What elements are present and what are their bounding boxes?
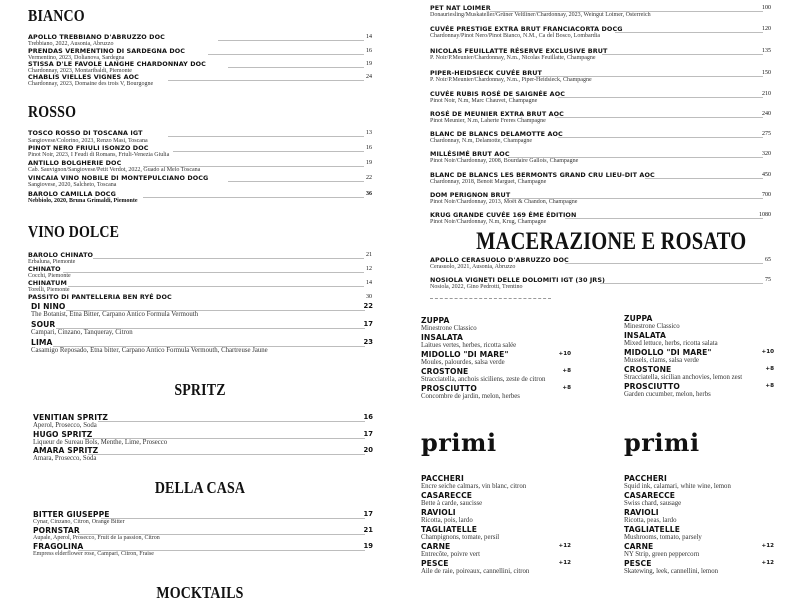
menu-item [624,491,774,508]
item-desc: Mixed lettuce, herbs, ricotta salata [624,340,718,347]
menu-item [28,144,372,160]
item-desc: Chardonnay, 2023, Montaribaldi, Piemonte [28,68,132,74]
item-name: FRAGOLINA [33,542,84,551]
item-price: 17 [363,320,373,328]
menu-item [430,110,771,130]
item-name: KRUG GRANDE CUVÉE 169 ÉME ÉDITION [430,211,577,219]
item-price: 19 [366,160,372,166]
item-name: APOLLO TREBBIANO D'ABRUZZO DOC [28,33,165,41]
item-name: PESCE [624,559,652,568]
item-price: 22 [363,302,373,310]
item-desc: Trebbiano, 2022, Ausonia, Abruzzo [28,41,114,47]
item-desc: Cab. Sauvignon/Sangiovese/Petit Verdot, 2022, Guado al Melo Toscana [28,167,201,173]
item-name: LIMA [31,338,53,347]
menu-item [28,60,372,74]
item-supplement: +10 [761,349,774,355]
menu-item [421,491,571,508]
item-desc: Vermentino, 2023, Dolianova, Sardegna [28,55,125,61]
item-name: APOLLO CERASUOLO D'ABRUZZO DOC [430,256,569,264]
item-desc: Ricotta, pois, lardo [421,517,473,524]
menu-item [33,510,373,526]
menu-item [28,190,372,206]
item-price: 14 [366,34,372,40]
item-price: 150 [762,70,771,76]
section-title-mocktails: MOCKTAILS [156,583,244,602]
item-name: BLANC DE BLANCS DELAMOTTE AOC [430,130,563,138]
item-supplement: +12 [761,560,774,566]
item-desc: Campari, Cinzano, Tanqueray, Citron [31,329,133,336]
item-desc: Pinot Noir/Chardonnay, N.m, Krug, Champagne [430,219,547,225]
item-name: CASARECCE [624,491,676,500]
item-price: 135 [762,48,771,54]
menu-item-clipped [430,297,771,300]
item-name: CASARECCE [421,491,473,500]
item-desc: Mushrooms, tomato, parsely [624,534,702,541]
menu-item [430,191,771,211]
item-price: 19 [363,542,373,550]
item-desc: Chardonnay, 2018, Benoit Marguet, Champagne [430,179,547,185]
menu-item [28,129,372,145]
menu-item [430,90,771,110]
item-price: 700 [762,192,771,198]
menu-item [421,350,571,367]
item-desc: Empress elderflower rose, Campari, Citron, Fraise [33,551,154,557]
item-name: BAROLO CAMILLA DOCG [28,190,116,198]
item-supplement: +12 [761,543,774,549]
item-name: DOM PERIGNON BRUT [430,191,511,199]
item-name: NICOLAS FEUILLATTE RÉSERVE EXCLUSIVE BRUT [430,47,608,55]
menu-item [421,559,571,576]
menu-item [28,174,372,190]
item-name: TOSCO ROSSO DI TOSCANA IGT [28,129,143,137]
item-name: PACCHERI [421,474,464,483]
item-name: PROSCIUTTO [421,384,477,393]
menu-item [624,314,774,331]
item-desc: Stracciatella, sicilian anchovies, lemon zest [624,374,743,381]
item-supplement: +8 [765,366,774,372]
item-desc: Ricotta, peas, lardo [624,517,677,524]
menu-item [624,525,774,542]
menu-item [28,265,372,279]
item-desc: Pinot Noir, N.m, Marc Chauvet, Champagne [430,98,538,104]
menu-item [28,279,372,293]
item-name: NOSIOLA VIGNETI DELLE DOLOMITI IGT (30 JRS) [430,276,606,284]
item-name: CUVÉE PRESTIGE EXTRA BRUT FRANCIACORTA DOCG [430,25,623,33]
item-name: AMARA SPRITZ [33,446,99,455]
item-price: 450 [762,172,771,178]
item-name: PRENDAS VERMENTINO DI SARDEGNA DOC [28,47,186,55]
item-name: DI NINO [31,302,66,311]
item-desc: Minestrone Classico [624,323,680,330]
item-name: CHINATUM [28,279,67,287]
section-title-spritz: SPRITZ [174,380,226,399]
menu-item [430,276,771,296]
item-price: 24 [366,74,372,80]
menu-item [421,542,571,559]
item-name: RAVIOLI [624,508,659,517]
menu-item [624,474,774,491]
item-supplement: +12 [558,543,571,549]
menu-item [430,47,771,67]
item-desc: Minestrone Classico [421,325,477,332]
item-supplement: +12 [558,560,571,566]
item-desc: Nebbiolo, 2020, Bruna Grimaldi, Piemonte [28,198,138,204]
item-price: 19 [366,61,372,67]
menu-item [421,525,571,542]
item-desc: Aperol, Prosecco, Soda [33,422,97,429]
item-name: CROSTONE [421,367,469,376]
item-supplement: +8 [562,385,571,391]
item-desc: Cynar, Cinzano, Citron, Orange Bitter [33,519,125,525]
item-name: BLANC DE BLANCS LES BERMONTS GRAND CRU LIEU-DIT AOC [430,171,655,179]
item-desc: Cerasuolo, 2021, Ausonia, Abruzzo [430,264,516,270]
item-price: 14 [366,280,372,286]
menu-item [421,384,571,401]
item-desc: Skatewing, leek, cannellini, lemon [624,568,718,575]
item-price: 36 [366,191,372,197]
item-desc: Mussels, clams, salsa verde [624,357,699,364]
item-price: 120 [762,26,771,32]
item-name: SOUR [31,320,56,329]
item-price: 21 [363,526,373,534]
item-desc: Encre seiche calmars, vin blanc, citron [421,483,527,490]
menu-item [28,73,372,87]
item-desc: Sangiovese/Colorino, 2023, Renzo Masi, Toscana [28,138,148,144]
item-name: PIPER-HEIDSIECK CUVÉE BRUT [430,69,543,77]
item-desc: Pinot Noir/Chardonnay, 2013, Moët & Chandon, Champagne [430,199,578,205]
item-name: BITTER GIUSEPPE [33,510,110,519]
menu-item [624,365,774,382]
item-desc: Nosiola, 2022, Gino Pedrotti, Trentino [430,284,523,290]
menu-item [430,171,771,191]
item-price: 21 [366,252,372,258]
item-price: 75 [765,277,771,283]
item-desc: Concombre de jardin, melon, herbes [421,393,520,400]
item-name: CARNE [421,542,451,551]
menu-item [421,333,571,350]
item-price: 100 [762,5,771,11]
item-desc: Pinot Noir, 2023, I Feudi di Romans, Friuli-Venezia Giulia [28,152,170,158]
menu-item [31,338,373,356]
item-desc: Torelli, Piemonte [28,287,70,293]
item-desc: Chardonnay, 2023, Domaine des trois V, Bourgogne [28,81,154,87]
item-desc: Laitues vertes, herbes, ricotta salée [421,342,517,349]
menu-item [33,413,373,430]
item-price: 210 [762,91,771,97]
menu-item [624,331,774,348]
menu-item [421,367,571,384]
item-name: ZUPPA [624,314,653,323]
item-supplement: +8 [765,383,774,389]
item-desc: Cocchi, Piemonte [28,273,71,279]
item-supplement: +10 [558,351,571,357]
item-desc: Amara, Prosecco, Soda [33,455,97,462]
item-name: VENITIAN SPRITZ [33,413,109,422]
item-name: PINOT NERO FRIULI ISONZO DOC [28,144,149,152]
menu-item [33,446,373,463]
menu-item [421,316,571,333]
item-desc: Casamigo Reposado, Etna bitter, Carpano Antico Formula Vermouth, Chartreuse Jaune [31,347,268,354]
item-name: PORNSTAR [33,526,80,535]
item-desc: P. Noir/P.Meunier/Chardonnay, N.m., Piper-Heidsieck, Champagne [430,77,592,83]
item-desc: Moules, palourdes, salsa verde [421,359,505,366]
item-desc: Entrecôte, poivre vert [421,551,481,558]
menu-item-clipped [28,293,372,299]
menu-item [28,251,372,265]
item-desc: Donauriesling/Muskateller/Grüner Veltliner/Chardonnay, 2023, Weingut Loimer, Österreich [430,12,651,18]
menu-item [33,430,373,447]
item-price: 30 [366,294,372,299]
item-desc: Champignons, tomate, persil [421,534,500,541]
item-desc: NY Strip, green peppercorn [624,551,700,558]
item-price: 320 [762,151,771,157]
item-name: PROSCIUTTO [624,382,680,391]
menu-item [430,150,771,170]
item-price: 17 [363,430,373,438]
item-price: 20 [363,446,373,454]
item-name: CHINATO [28,265,61,273]
section-title-primi-en: primi [624,428,700,457]
item-price: 12 [366,266,372,272]
item-supplement: +8 [562,368,571,374]
menu-item [28,33,372,47]
section-title-rosso: ROSSO [28,102,77,121]
menu-item [624,348,774,365]
menu-item [28,47,372,61]
item-desc: Garden cucumber, melon, herbs [624,391,711,398]
item-desc: Swiss chard, sausage [624,500,682,507]
item-name: PESCE [421,559,449,568]
item-name: TAGLIATELLE [624,525,680,534]
item-name: ROSÉ DE MEUNIER EXTRA BRUT AOC [430,110,564,118]
menu-item [624,542,774,559]
section-title-bianco: BIANCO [28,6,85,25]
item-desc: Sangiovese, 2020, Salcheto, Toscana [28,182,117,188]
item-desc: Chardonnay, N.m, Delamotte, Champagne [430,138,533,144]
item-price: 16 [366,48,372,54]
menu-item [430,256,771,276]
item-name: ZUPPA [421,316,450,325]
item-desc: Aupale, Aperol, Prosecco, Fruit de la passion, Citron [33,535,160,541]
item-name: MILLÉSIMÉ BRUT AOC [430,150,510,158]
item-name: CUVÉE RUBIS ROSÉ DE SAIGNÉE AOC [430,90,566,98]
item-price: 13 [366,130,372,136]
item-name: HUGO SPRITZ [33,430,93,439]
section-title-vino-dolce: VINO DOLCE [28,222,120,241]
item-name: PASSITO DI PANTELLERIA BEN RYÉ DOC [28,293,172,299]
item-desc: The Botanist, Etna Bitter, Carpano Antico Formula Vermouth [31,311,199,318]
item-name: INSALATA [421,333,463,342]
item-price: 23 [363,338,373,346]
menu-item [624,559,774,576]
item-price: 22 [366,175,372,181]
item-desc: Stracciatella, anchois siciliens, zeste de citron [421,376,546,383]
item-name: PACCHERI [624,474,667,483]
menu-item [421,508,571,525]
item-name: ANTILLO BOLGHERIE DOC [28,159,122,167]
section-title-primi-fr: primi [421,428,497,457]
item-name: PET NAT LOIMER [430,4,491,12]
item-name: CROSTONE [624,365,672,374]
item-price: 16 [366,145,372,151]
item-price: 240 [762,111,771,117]
section-title-della-casa: DELLA CASA [154,478,246,497]
menu-item [430,69,771,89]
item-desc: Chardonnay/Pinot Nero/Pinot Bianco, N.M., Ca del Bosco, Lombardia [430,33,600,39]
menu-item [31,320,373,338]
item-price: 17 [363,510,373,518]
item-name: INSALATA [624,331,666,340]
item-desc: Erbaluna, Piemonte [28,259,76,265]
item-desc: P. Noir/P.Meunier/Chardonnay, N.m., Nicolas Feuillatte, Champagne [430,55,596,61]
menu-item [28,159,372,175]
item-desc: Pinot Noir/Chardonnay, 2008, Bourdaire Gallois, Champagne [430,158,579,164]
item-price: 275 [762,131,771,137]
item-desc: Aile de raie, poireaux, cannellini, citron [421,568,530,575]
menu-item [430,4,771,24]
item-name: BAROLO CHINATO [28,251,94,259]
item-name: MIDOLLO "DI MARE" [421,350,509,359]
menu-item [430,130,771,150]
item-name: VINCAIA VINO NOBILE DI MONTEPULCIANO DOCG [28,174,209,182]
section-title-macerazione: MACERAZIONE E ROSATO [476,228,747,255]
item-price: 1080 [759,212,771,218]
item-name: CARNE [624,542,654,551]
menu-item [33,542,373,558]
menu-item [624,382,774,399]
menu-item [430,25,771,45]
item-desc: Bette à carde, saucisse [421,500,483,507]
item-desc: Pinot Meunier, N.m, Laherte Freres Champagne [430,118,546,124]
item-desc: Liqueur de Sureau Bols, Menthe, Lime, Prosecco [33,439,168,446]
item-name: RAVIOLI [421,508,456,517]
item-name: CHABLIS VIELLES VIGNES AOC [28,73,139,81]
menu-item [31,302,373,320]
item-price: 16 [363,413,373,421]
item-desc: Squid ink, calamari, white wine, lemon [624,483,731,490]
item-name: TAGLIATELLE [421,525,477,534]
item-name: STISSA D'LE FAVOLE LANGHE CHARDONNAY DOC [28,60,206,68]
menu-item [33,526,373,542]
item-name: MIDOLLO "DI MARE" [624,348,712,357]
menu-item [624,508,774,525]
item-price: 65 [765,257,771,263]
menu-item [421,474,571,491]
